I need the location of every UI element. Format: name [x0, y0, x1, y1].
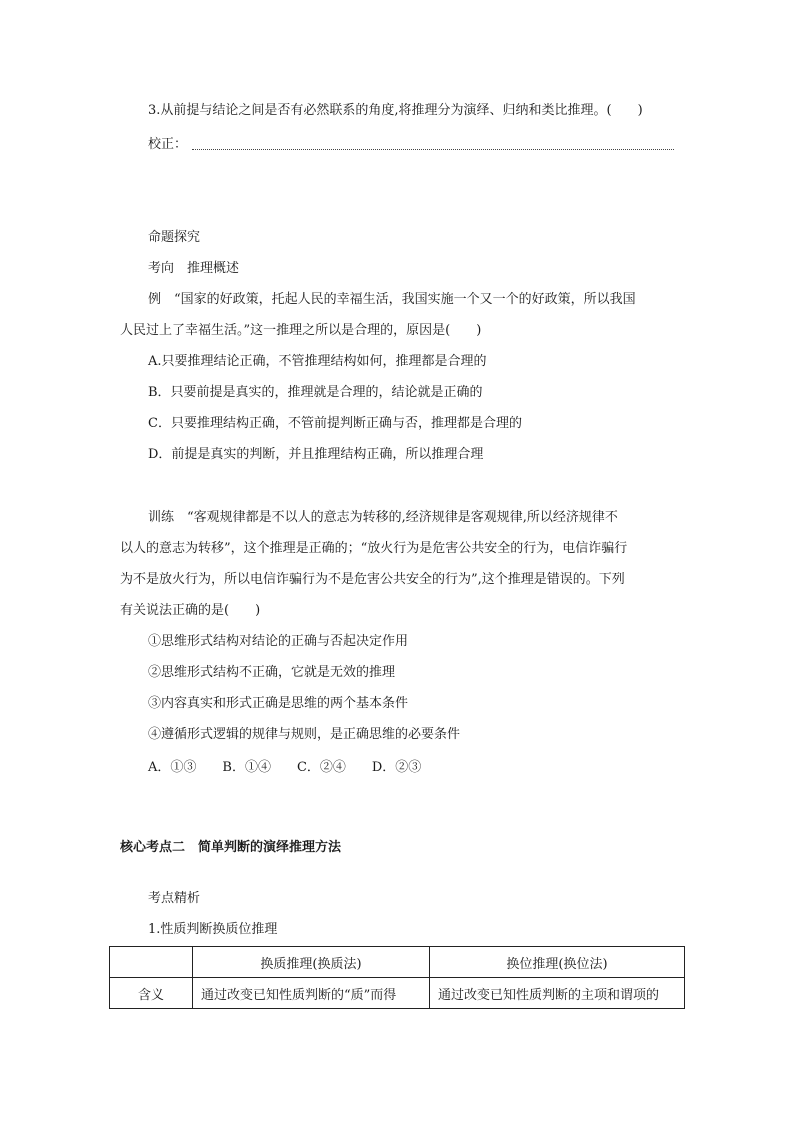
training-choices: A．①③ B．①④ C．②④ D．②③ — [148, 760, 422, 775]
table-cell: 含义 — [110, 978, 193, 1009]
table-header-cell — [110, 947, 193, 978]
example-option-a: A.只要推理结论正确，不管推理结构如何，推理都是合理的 — [148, 354, 487, 369]
example-line-1: 例 “国家的好政策，托起人民的幸福生活，我国实施一个又一个的好政策，所以我国 — [148, 292, 636, 307]
analysis-heading: 考点精析 — [148, 891, 201, 906]
correction-label: 校正： — [148, 137, 188, 152]
table-cell: 通过改变已知性质判断的主项和谓项的 — [430, 978, 685, 1009]
direction-heading: 考向 推理概述 — [148, 261, 240, 276]
table-cell: 通过改变已知性质判断的“质”而得 — [193, 978, 430, 1009]
table-row — [110, 978, 685, 1009]
example-option-b: B．只要前提是真实的，推理就是合理的，结论就是正确的 — [148, 385, 483, 400]
core-title: 核心考点二 简单判断的演绎推理方法 — [120, 840, 342, 855]
example-option-c: C．只要推理结构正确，不管前提判断正确与否，推理都是合理的 — [148, 416, 522, 431]
training-line-1: 训练 “客观规律都是不以人的意志为转移的,经济规律是客观规律,所以经济规律不 — [148, 510, 618, 525]
example-option-d: D．前提是真实的判断，并且推理结构正确，所以推理合理 — [148, 447, 484, 462]
training-line-3: 为不是放火行为，所以电信诈骗行为不是危害公共安全的行为”,这个推理是错误的。下列 — [120, 572, 625, 587]
table-header-cell: 换质推理(换质法) — [193, 947, 430, 978]
property-table — [109, 946, 685, 1009]
training-item-4: ④遵循形式逻辑的规律与规则，是正确思维的必要条件 — [148, 727, 461, 742]
training-item-2: ②思维形式结构不正确，它就是无效的推理 — [148, 665, 396, 680]
table-header-row — [110, 947, 685, 978]
training-line-2: 以人的意志为转移”，这个推理是正确的；“放火行为是危害公共安全的行为，电信诈骗行 — [120, 541, 628, 556]
example-line-2: 人民过上了幸福生活。”这一推理之所以是合理的，原因是( ) — [120, 323, 482, 338]
question-3: 3.从前提与结论之间是否有必然联系的角度,将推理分为演绎、归纳和类比推理。( ) — [148, 103, 643, 118]
table-header-cell: 换位推理(换位法) — [430, 947, 685, 978]
training-item-1: ①思维形式结构对结论的正确与否起决定作用 — [148, 634, 409, 649]
training-item-3: ③内容真实和形式正确是思维的两个基本条件 — [148, 696, 409, 711]
correction-blank[interactable] — [192, 149, 674, 150]
section-heading: 命题探究 — [148, 230, 201, 245]
subheading: 1.性质判断换质位推理 — [148, 922, 278, 937]
training-line-4: 有关说法正确的是( ) — [120, 603, 261, 618]
